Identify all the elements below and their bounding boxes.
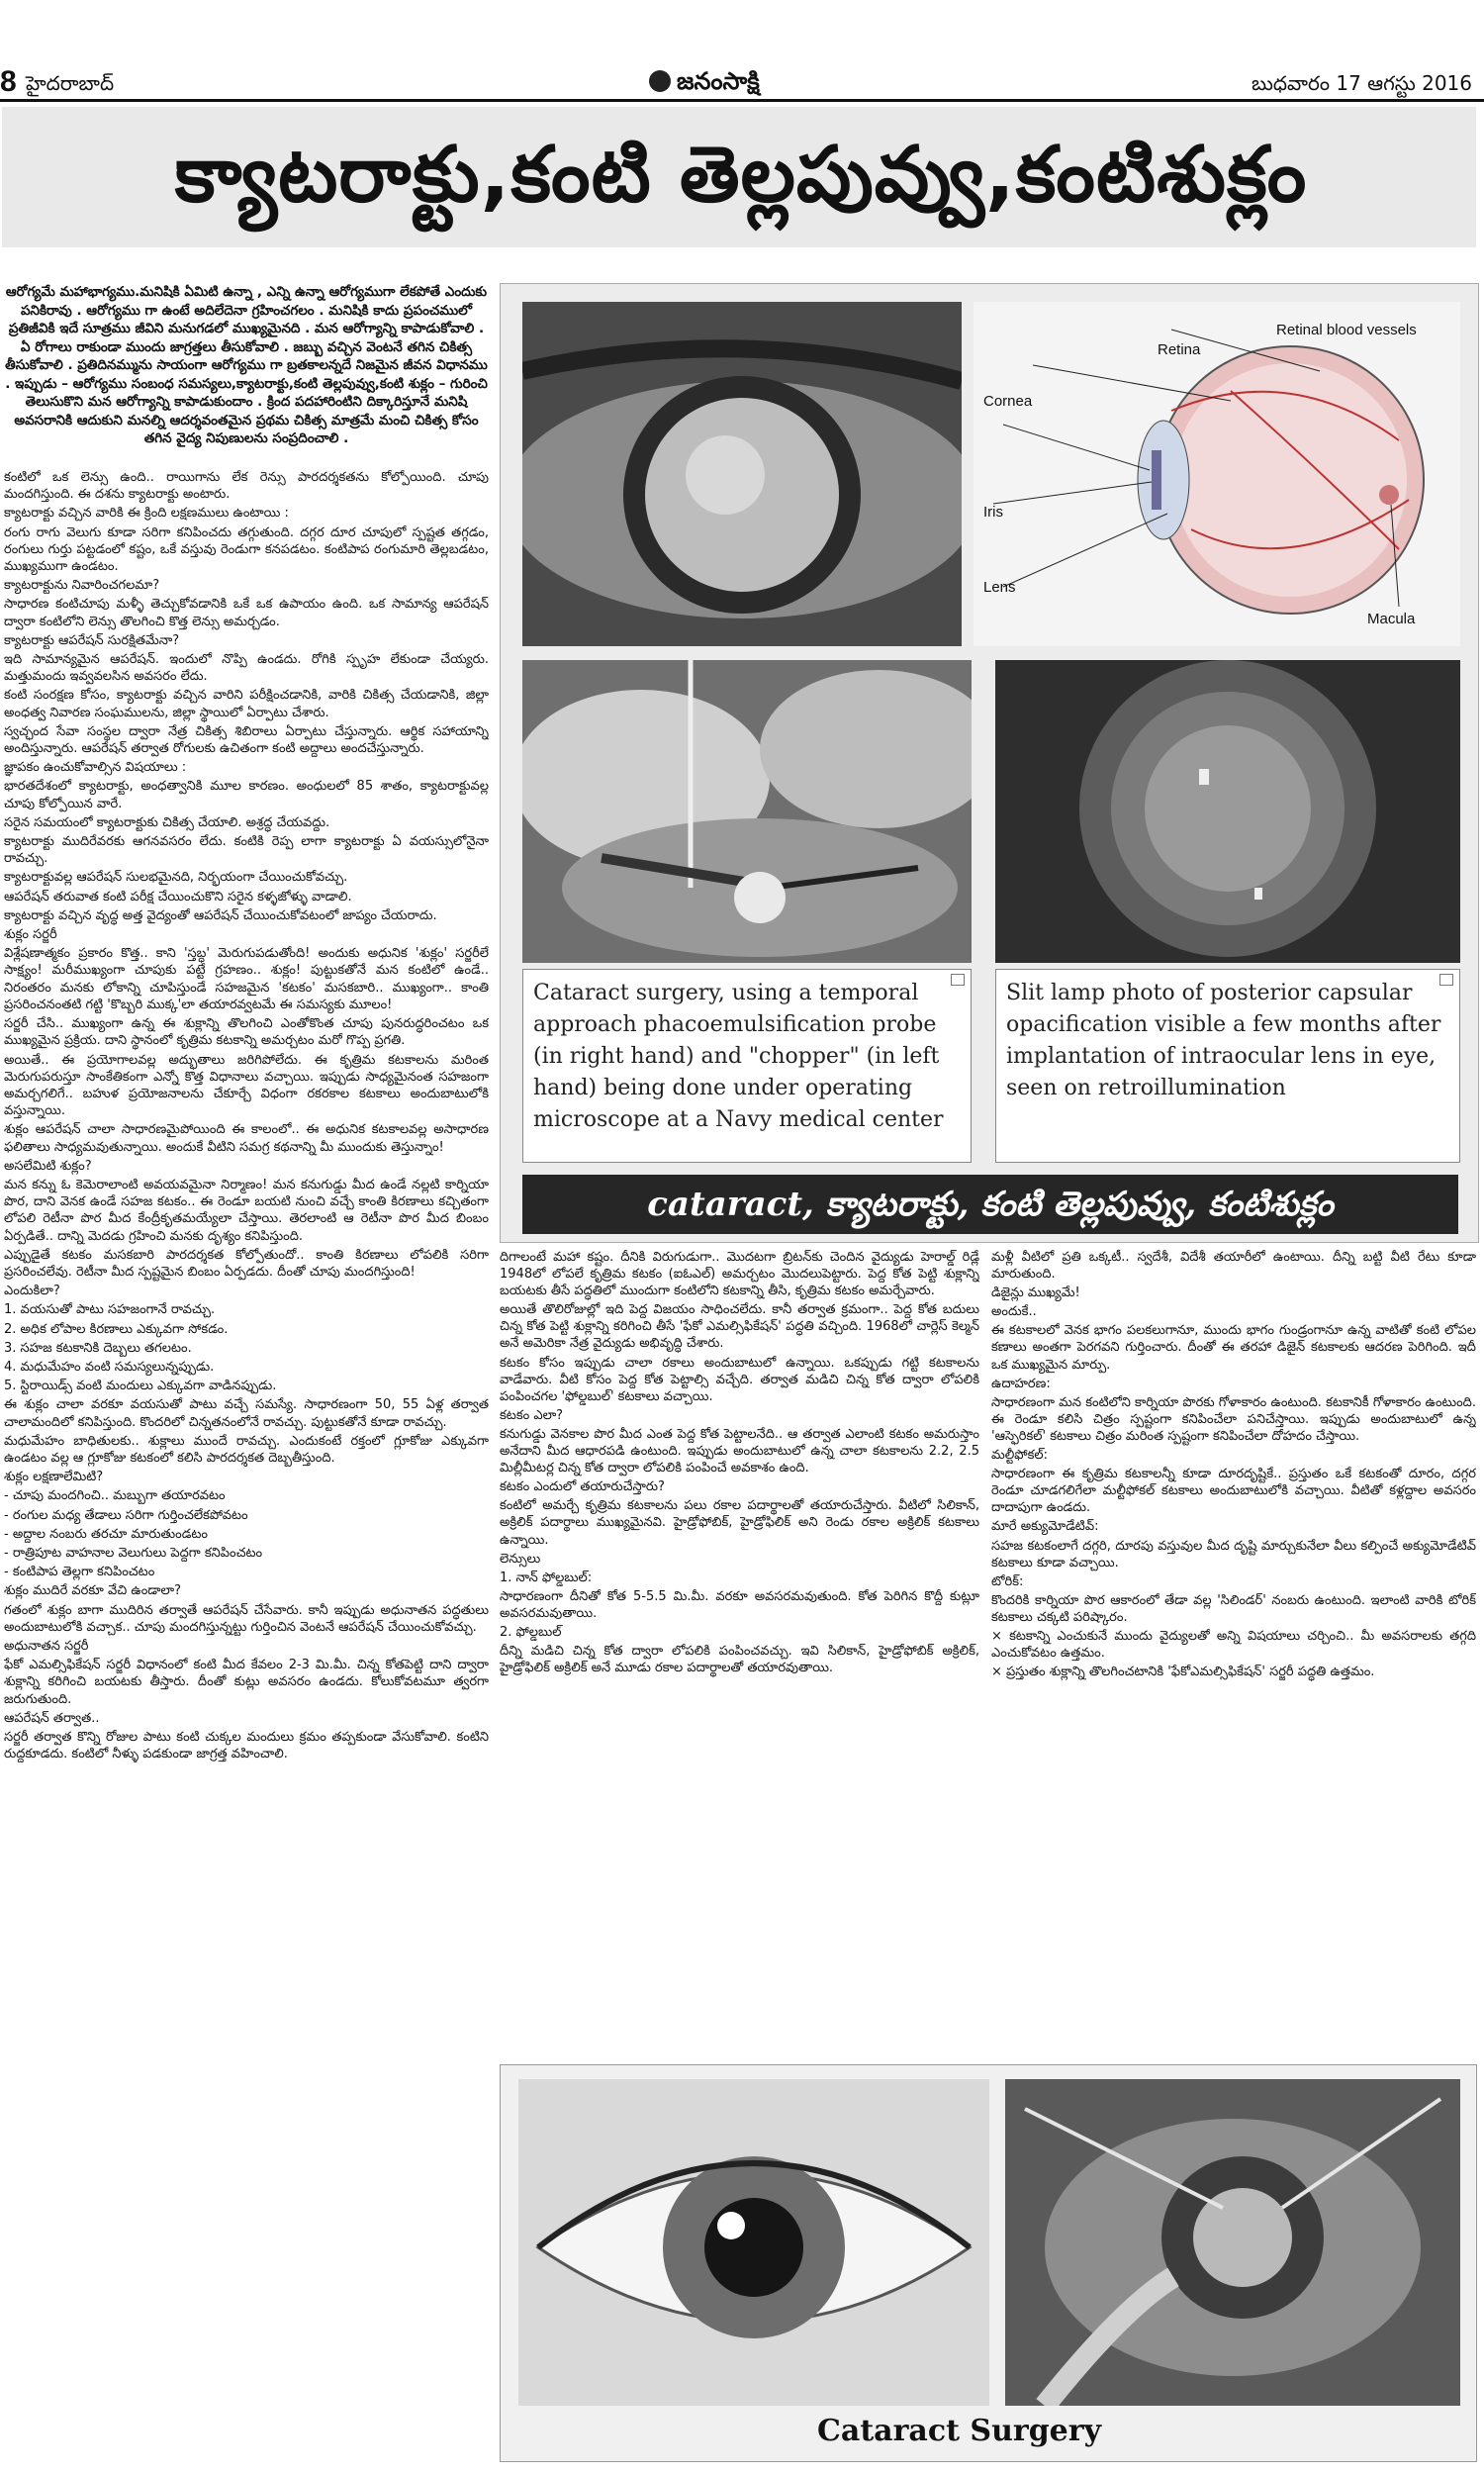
figure-banner: cataract, క్యాటరాక్టు, కంటి తెల్లపువ్వు, కంటిశుక్లం [522, 1175, 1458, 1234]
caption-surgery-text: Cataract surgery, using a temporal approach phacoemulsification probe (in right hand) and "chopper" (in left hand) being done under operating microscope at a Navy medical center [533, 981, 944, 1132]
bottom-photo-panel [500, 2064, 1477, 2462]
article-paragraph: ఎప్పుడైతే కటకం మసకబారి పారదర్శకత కోల్పోతుందో.. కాంతి కిరణాలు లోపలికి సరిగా ప్రసరించలేవు. రెటీనా మీద స్పష్టమైన బింబం ఏర్పడదు. దీంతో చూపు మందగిస్తుంది! [4, 1247, 489, 1280]
article-subhead: లెన్సులు [500, 1551, 541, 1567]
article-list-item: 1. వయసుతో పాటు సహజంగానే రావచ్చు. [4, 1302, 216, 1318]
label-iris: Iris [983, 504, 1003, 521]
article-paragraph: ఫేకో ఎమల్సిఫికేషన్ సర్జరీ విధానంలో కంటి మీద కేవలం 2-3 మి.మీ. చిన్న కోతపెట్టి దాని ద్వారా శుక్లాన్ని కరిగించి బయటకు తీస్తారు. దీంతో కుట్లు అవసరం ఉండదు. కోలుకోవటమూ త్వరగా జరుగుతుంది. [4, 1658, 489, 1707]
article-paragraph: మధుమేహం బాధితులకు.. శుక్లాలు ముందే రావచ్చు. ఎందుకంటే రక్తంలో గ్లూకోజు ఎక్కువగా ఉండటం వల్ల ఆ గ్లూకోజు కటకంలో కలిసి పారదర్శకత దెబ్బతీస్తుంది. [4, 1433, 489, 1466]
article-subhead: జ్ఞాపకం ఉంచుకోవాల్సిన విషయాలు : [4, 760, 187, 776]
article-subhead: అధునాతన సర్జరీ [4, 1639, 89, 1654]
article-paragraph: మన కన్ను ఓ కెమెరాలాంటి అవయవమైనా నిర్మాణం! మన కనుగుడ్డు మీద ఉండే నల్లటి కార్నియా పొర, దాని వెనక ఉండే సహజ కటకం.. ఈ రెండూ బయటి నుంచి వచ్చే కాంతి కిరణాలు కచ్చితంగా లోపలి రెటీనా పొర మీద కేంద్రీకృతమయ్యేలా చేస్తాయి. తెరలాంటి ఆ రెటీనా పొర మీద బింబం ఏర్పడితే.. దాన్ని మెదడు గ్రహించి మనకు దృశ్యం కనిపిస్తుంది. [4, 1177, 489, 1244]
article-list-item: 3. సహజ కటకానికి దెబ్బలు తగలటం. [4, 1340, 192, 1356]
article-paragraph: స్వచ్ఛంద సేవా సంస్థల ద్వారా నేత్ర చికిత్స శిబిరాలు ఏర్పాటు చేస్తున్నారు. ఆర్థిక సహాయాన్ని అందిస్తున్నారు. ఆపరేషన్ తర్వాత రోగులకు ఉచితంగా కంటి అద్దాలు అందచేస్తున్నారు. [4, 723, 489, 757]
article-list-item: - రంగుల మధ్య తేడాలు సరిగా గుర్తించలేకపోవటం [4, 1507, 248, 1523]
article-paragraph: సాధారణ కంటిచూపు మళ్ళీ తెచ్చుకోవడానికి ఒకే ఒక ఉపాయం ఉంది. ఒక సామాన్య ఆపరేషన్ ద్వారా కంటిలోని లెన్సు తొలగించి కొత్త లెన్సు అమర్చడం. [4, 597, 489, 629]
article-paragraph: క్యాటరాక్టువల్ల ఆపరేషన్ సులభమైనది, నిర్భయంగా చేయించుకోవచ్చు. [4, 870, 348, 886]
healthy-eye-photo [518, 2079, 989, 2406]
article-paragraph: దిగాలంటే మహా కష్టం. దీనికి విరుగుడుగా.. మొదటగా బ్రిటన్‌కు చెందిన వైద్యుడు హెరాల్డ్ రిడ్లే 1948లో లోపలే కృత్రిమ కటకం (ఐఓఎల్) అమర్చటం మొదలుపెట్టారు. పెద్ద కోత పెట్టి శుక్లాన్ని బయటకు తీసే పద్ధతిలో ముందుగా కంటిలోని కటకాన్ని తీసి, కృత్రిమ కటకం అమర్చేవారు. [500, 1250, 979, 1299]
article-subhead: మల్టీఫోకల్: [991, 1448, 1048, 1464]
dateline: బుధవారం 17 ఆగస్టు 2016 [1252, 71, 1472, 95]
article-subhead: క్యాటరాక్టును నివారించగలమా? [4, 578, 160, 594]
article-subhead: శుక్లం సర్జరీ [4, 927, 57, 943]
article-paragraph: × కటకాన్ని ఎంచుకునే ముందు వైద్యులతో అన్ని విషయాలు చర్చించి.. మీ అవసరాలకు తగ్గది ఎంచుకోవటం ఉత్తమం. [991, 1628, 1476, 1662]
article-paragraph: క్యాటరాక్టు ముదిరేవరకు ఆగనవసరం లేదు. కంటికి రెప్ప లాగా క్యాటరాక్టు ఏ వయస్సులోనైనా రావచ్చు. [4, 834, 489, 867]
article-subhead: ఉదాహరణ: [991, 1376, 1051, 1391]
article-paragraph: సరైన సమయంలో క్యాటరాక్టుకు చికిత్స చేయాలి. అశ్రద్ధ చేయవద్దు. [4, 814, 330, 830]
article-paragraph: ఈ కటకాలలో వెనక భాగం పలకలుగానూ, ముందు భాగం గుండ్రంగానూ ఉన్న వాటితో కంటి లోపల కణాలు అంతగా పెరగవని గుర్తించారు. దీంతో ఈ తరహా డిజైన్ కటకాలకు ఆదరణ పెరిగింది. ఇదీ ఒక ముఖ్యమైన మార్పు. [991, 1323, 1476, 1373]
masthead-rule [0, 99, 1484, 102]
article-paragraph: విశ్లేషణాత్మకం ప్రకారం కొత్త.. కాని 'స్తబ్ధ' మెరుగుపడుతోంది! అందుకు అధునిక 'శుక్లం' సర్జరీలే సాక్ష్యం! మరీముఖ్యంగా చూపుకు పట్టే గ్రహణం.. శుక్లం! పుట్టుకతోనే మన కంటిలో ఉండే.. నిరంతరం మనకు లోకాన్ని చూపిస్తుండే సహజమైన 'కటకం' మసకబారి.. ముఖ్యంగా.. కాంతి ప్రసరించనంతటి గట్టి 'కొబ్బరి ముక్క'లా తయారవ్వటమే ఈ సమస్యకు మూలం! [4, 946, 489, 1012]
article-subhead: క్యాటరాక్టు ఆపరేషన్ సురక్షితమేనా? [4, 632, 180, 648]
left-column [4, 469, 489, 2466]
article-paragraph: సర్జరీ చేసి.. ముఖ్యంగా ఉన్న ఈ శుక్లాన్ని తొలగించి ఎంతోకొంత చూపు పునరుద్ధరించటం ఒక ముఖ్యమైన ప్రక్రియ. దాని స్థానంలో కృత్రిమ కటకాన్ని అమర్చటం మరో గొప్ప ప్రగతి. [4, 1016, 489, 1049]
article-list-item: - రాత్రిపూట వాహనాల వెలుగులు పెద్దగా కనిపించటం [4, 1545, 263, 1561]
enlarge-icon[interactable] [1439, 974, 1453, 986]
article-paragraph: ఆపరేషన్ తరువాత కంటి పరీక్ష చేయించుకొని సరైన కళ్ళజోళ్ళు వాడాలి. [4, 889, 352, 904]
article-paragraph: ఇది సామాన్యమైన ఆపరేషన్. ఇందులో నొప్పి ఉండదు. రోగికి స్పృహ లేకుండా చేయ్యరు. మత్తుమందు ఇవ్వవలసిన అవసరం లేదు. [4, 652, 489, 685]
article-paragraph: రంగు రాగు వెలుగు కూడా సరిగా కనిపించదు తగ్గుతుంది. దగ్గర దూర చూపులో స్పష్టత తగ్గడం, రంగులు గుర్తు పట్టడంలో కష్టం, ఒకే వస్తువు రెండుగా కనపడటం. కంటిపాప రంగుమారి తెల్లబడటం, ముఖ్యముగా ఉండటం. [4, 524, 489, 575]
label-lens: Lens [983, 579, 1016, 596]
article-paragraph: సాధారణంగా మన కంటిలోని కార్నియా పొరకు గోళాకారం ఉంటుంది. కటకానికీ గోళాకారం ఉంటుంది. ఈ రెండూ కలిసి చిత్రం స్పష్టంగా కనిపించేలా పనిచేస్తాయి. ఇప్పుడు అందుబాటులో ఉన్న 'ఆస్ఫెరికల్' కటకాలు చిత్రం మరింత స్పష్టంగా కనిపించేలా దోహదం చేస్తాయి. [991, 1394, 1476, 1444]
eye-anatomy-diagram [974, 302, 1460, 646]
article-paragraph: గతంలో శుక్లం బాగా ముదిరిన తర్వాతే ఆపరేషన్ చేసేవారు. కానీ ఇప్పుడు అధునాతన పద్ధతులు అందుబాటులోకి వచ్చాక.. చూపు మందగిస్తున్నట్టు గుర్తించిన వెంటనే ఆపరేషన్ చేయించుకోవచ్చు. [4, 1602, 489, 1635]
middle-column [500, 1249, 979, 2060]
enlarge-icon[interactable] [951, 974, 965, 986]
caption-surgery [522, 969, 972, 1163]
article-paragraph: మళ్లీ వీటిలో ప్రతి ఒక్కటీ.. స్వదేశీ, విదేశీ తయారీలో ఉంటాయి. దీన్ని బట్టి వీటి రేటు కూడా మారుతుంది. [991, 1250, 1476, 1283]
figure-panel [500, 283, 1479, 1243]
article-list-item: - చూపు మందగించి.. మబ్బుగా తయారవటం [4, 1488, 226, 1504]
label-macula: Macula [1367, 611, 1416, 627]
article-subhead: శుక్లం లక్షణాలేమిటి? [4, 1470, 104, 1485]
article-paragraph: అయితే.. ఈ ప్రయోగాలవల్ల అద్భుతాలు జరిగిపోలేదు. ఈ కృత్రిమ కటకాలను మరింత మెరుగుపరుస్తూ సాంకేతికంగా ఎన్నో కొత్త విధానాలు వచ్చాయి. ఇప్పుడు సాధ్యమైనంత సహజంగా అమర్చగలిగే.. బహుళ ప్రయోజనాలను చేకూర్చే విధంగా రకరకాల కటకాలు అందుబాటులోకి వస్తున్నాయి. [4, 1052, 489, 1119]
article-paragraph: × ప్రస్తుతం శుక్లాన్ని తొలగించటానికి 'ఫేకోఎమల్సిఫికేషన్' సర్జరీ పద్ధతి ఉత్తమం. [991, 1665, 1375, 1680]
article-paragraph: కటకం కోసం ఇప్పుడు చాలా రకాలు అందుబాటులో ఉన్నాయి. ఒకప్పుడు గట్టి కటకాలను వాడేవారు. వీటి కోసం పెద్ద కోత పెట్టాల్సి వచ్చేది. తర్వాత మడిచి చిన్న కోత ద్వారా లోపలికి పంపించగల 'ఫోల్డబుల్' కటకాలు వచ్చాయి. [500, 1355, 979, 1404]
article-subhead: శుక్లం ముదిరే వరకూ వేచి ఉండాలా? [4, 1583, 182, 1599]
article-paragraph: కంటిలో అమర్చే కృత్రిమ కటకాలను పలు రకాల పదార్థాలతో తయారుచేస్తారు. వీటిలో సిలికాన్, అక్రిలిక్ పదార్థాలు ముఖ్యమైనవి. హైడ్రోఫోబిక్, హైడ్రోఫిలిక్ అని రెండు రకాల అక్రిలిక్ కటకాలు ఉన్నాయి. [500, 1498, 979, 1548]
newspaper-name [649, 67, 760, 101]
article-list-item: - కంటిపాప తెల్లగా కనిపించటం [4, 1565, 155, 1580]
article-subhead: అసలేమిటి శుక్లం? [4, 1158, 92, 1174]
newspaper-logo-icon [649, 70, 671, 92]
article-subhead: టోరిక్: [991, 1573, 1024, 1589]
article-paragraph: సాధారణంగా దీనితో కోత 5-5.5 మి.మీ. వరకూ అవసరమవుతుంది. కోత పెరిగిన కొద్దీ కుట్లూ అవసరమవుతాయి. [500, 1588, 979, 1621]
intro-paragraph: ఆరోగ్యమే మహాభాగ్యము.మనిషికి ఏమిటి ఉన్నా , ఎన్ని ఉన్నా ఆరోగ్యముగా లేకపోతే ఎందుకు పనికిరావు . ఆరోగ్యము గా ఉంటే అదిలేదెనా గ్రహించగలం . మనిషికి కాదు ప్రపంచములో ప్రతిజీవికి ఇదే సూత్రము జీవిని మనుగడలో ముఖ్యమైనది . మన ఆరోగ్యాన్ని కాపాడుకోవాలి . ఏ రోగాలు రాకుండా ముందు జాగ్రత్తలు తీసుకోవాలి . జబ్బు వచ్చిన వెంటనే తగిన చికిత్స తీసుకోవాలి . ప్రతిదినమ్మును సాయంగా ఆరోగ్యము గా బ్రతకాలన్నదే నిజమైన జీవన విధానము . ఇప్పుడు – ఆరోగ్యము సంబంధ సమస్యలు,క్యాటరాక్టు,కంటి తెల్లపువ్వు,కంటి శుక్లం – గురించి తెలుసుకొని మన ఆరోగ్యాన్ని కాపాడుకుందాం . క్రింద పదహారింటిని దిక్కారిస్తూనే మనిషి అవసరానికి ఆదుకుని మనల్ని ఆదర్శవంతమైన ప్రథమ చికిత్స మాత్రమే మంచి చికిత్స కోసం తగిన వైద్య నిపుణులను సంప్రదించాలి . [5, 284, 488, 446]
article-list-item: 2. ఫోల్డబుల్ [500, 1624, 562, 1640]
article-paragraph: భారతదేశంలో క్యాటరాక్టు, అంధత్వానికి మూల కారణం. అంధులలో 85 శాతం, క్యాటరాక్టువల్ల చూపు కోల్పోయిన వారే. [4, 779, 489, 811]
article-subhead: మారే అక్యుమోడేటివ్: [991, 1519, 1099, 1535]
article-paragraph: సహజ కటకంలాగే దగ్గరి, దూరపు వస్తువుల మీద దృష్టి మార్చుకునేలా వీలు కల్పించే అక్యుమోడేటివ్ కటకాలు కూడా వచ్చాయి. [991, 1538, 1476, 1570]
article-paragraph: కంటిలో ఒక లెన్సు ఉంది.. రాయిగాను లేక రెన్సు పారదర్శకతను కోల్పోయింది. చూపు మందగిస్తుంది. ఈ దశను క్యాటరాక్టు అంటారు. [4, 470, 489, 503]
article-paragraph: కనుగుడ్డు వెనకాల పొర మీద ఎంత పెద్ద కోత పెట్టాలనేది.. ఆ తర్వాత ఎలాంటి కటకం అమరుస్తాం అనేదాని మీద ఆధారపడి ఉంటుంది. ఇప్పుడు అందుబాటులో ఉన్న చాలా కటకాలను 2.2, 2.5 మిల్లీమీటర్ల చిన్న కోత ద్వారా లోపలికి పంపించే అవకాశం ఉంది. [500, 1426, 979, 1476]
article-list-item: 2. అధిక లోపాల కిరణాలు ఎక్కువగా సోకడం. [4, 1321, 229, 1337]
article-paragraph: క్యాటరాక్టు వచ్చిన వారికి ఈ క్రింది లక్షణములు ఉంటాయి : [4, 506, 289, 522]
label-retina: Retina [1158, 341, 1201, 358]
article-list-item: 5. స్టిరాయిడ్స్ వంటి మందులు ఎక్కువగా వాడినప్పుడు. [4, 1379, 277, 1394]
eye-closeup-photo [522, 302, 962, 646]
newspaper-name-text: జనంసాక్షి [677, 67, 760, 95]
cataract-operation-photo [1005, 2079, 1460, 2406]
page-number: 8 [0, 65, 17, 98]
city-name: హైదరాబాద్ [26, 71, 115, 95]
article-paragraph: ఈ శుక్లం చాలా వరకూ వయసుతో పాటు వచ్చే సమస్యే. సాధారణంగా 50, 55 ఏళ్ల తర్వాత చాలామందిలో కనిపిస్తుంది. కొందరిలో చిన్నతనంలోనే రావచ్చు. పుట్టుకతోనే కూడా రావచ్చు. [4, 1397, 489, 1430]
article-subhead: ఎందుకిలా? [4, 1284, 60, 1299]
bottom-caption: Cataract Surgery [817, 2414, 1102, 2448]
cataract-surgery-photo [522, 660, 972, 963]
article-paragraph: సర్జరీ తర్వాత కొన్ని రోజుల పాటు కంటి చుక్కల మందులు క్రమం తప్పకుండా వేసుకోవాలి. కంటిని రుద్దకూడదు. కంటిలో నీళ్ళు పడకుండా జాగ్రత్త వహించాలి. [4, 1730, 489, 1762]
article-subhead: కటకం ఎలా? [500, 1407, 564, 1423]
slit-lamp-photo [995, 660, 1460, 963]
article-paragraph: దీన్ని మడిచి చిన్న కోత ద్వారా లోపలికి పంపించవచ్చు. ఇవి సిలికాన్, హైడ్రోఫోబిక్ అక్రిలిక్, హైడ్రోఫిలిక్ అక్రిలిక్ అనే మూడు రకాల పదార్థాలతో తయారవుతాయి. [500, 1644, 979, 1676]
label-retinal-vessels: Retinal blood vessels [1276, 322, 1417, 338]
caption-slit-lamp [995, 969, 1460, 1163]
article-list-item: 1. నాన్ ఫోల్డబుల్: [500, 1570, 593, 1585]
article-list-item: 4. మధుమేహం వంటి సమస్యలున్నప్పుడు. [4, 1359, 215, 1375]
article-paragraph: కొందరికి కార్నియా పొర ఆకారంలో తేడా వల్ల 'సిలిండర్' నంబరు ఉంటుంది. ఇలాంటి వారికి టోరిక్ కటకాలు చక్కటి పరిష్కారం. [991, 1592, 1476, 1625]
right-column [991, 1249, 1476, 2060]
caption-slit-lamp-text: Slit lamp photo of posterior capsular opacification visible a few months after implantation of intraocular lens in eye, seen on retroillumination [1006, 981, 1441, 1100]
article-list-item: - అద్దాల నంబరు తరచూ మారుతుండటం [4, 1526, 209, 1542]
article-paragraph: కంటి సంరక్షణ కోసం, క్యాటరాక్టు వచ్చిన వారిని పరీక్షించడానికి, వారికి చికిత్స చేయడానికి, జిల్లా అంధత్వ నివారణ సంఘములను, జిల్లా స్థాయిలో ఏర్పాటు చేశారు. [4, 688, 489, 720]
masthead [0, 0, 1484, 98]
article-paragraph: సాధారణంగా ఈ కృత్రిమ కటకాలన్నీ కూడా దూరదృష్టికే.. ప్రస్తుతం ఒకే కటకంతో దూరం, దగ్గర రెండూ చూడగలిగేలా మల్టీఫోకల్ కటకాలు అందుబాటులోకి వచ్చాయి. వీటితో కళ్లద్దాల అవసరం దాదాపుగా ఉండదు. [991, 1467, 1476, 1516]
headline: క్యాటరాక్టు,కంటి తెల్లపువ్వు,కంటిశుక్లం [174, 131, 1308, 220]
article-paragraph: శుక్లం ఆపరేషన్ చాలా సాధారణమైపోయింది ఈ కాలంలో.. ఈ అధునిక కటకాలవల్ల అసాధారణ ఫలితాలు సాధ్యమవుతున్నాయి. అందుకే వీటిని సమగ్ర కథనాన్ని మీ ముందుకు తెస్తున్నాం! [4, 1122, 489, 1155]
article-subhead: ఆపరేషన్ తర్వాత.. [4, 1710, 100, 1726]
article-paragraph: అయితే తొలిరోజుల్లో ఇది పెద్ద విజయం సాధించలేదు. కానీ తర్వాత క్రమంగా.. పెద్ద కోత బదులు చిన్న కోత పెట్టి శుక్లాన్ని కరిగించి తీసే 'ఫేకో ఎమల్సిఫికేషన్' పద్ధతి వచ్చింది. 1968లో చార్లెస్ కెల్మన్ అనే అమెరికా నేత్ర వైద్యుడు అభివృద్ధి చేశారు. [500, 1302, 979, 1352]
article-subhead: అందుకే.. [991, 1304, 1037, 1320]
label-cornea: Cornea [983, 393, 1033, 410]
article-subhead: డిజైన్లు ముఖ్యమే! [991, 1285, 1080, 1301]
article-subhead: కటకం ఎందులో తయారుచేస్తారు? [500, 1479, 665, 1495]
article-paragraph: క్యాటరాక్టు వచ్చిన వృద్ధ అత్త వైద్యంతో ఆపరేషన్ చేయించుకోవటంలో జాప్యం చేయరాదు. [4, 907, 437, 923]
